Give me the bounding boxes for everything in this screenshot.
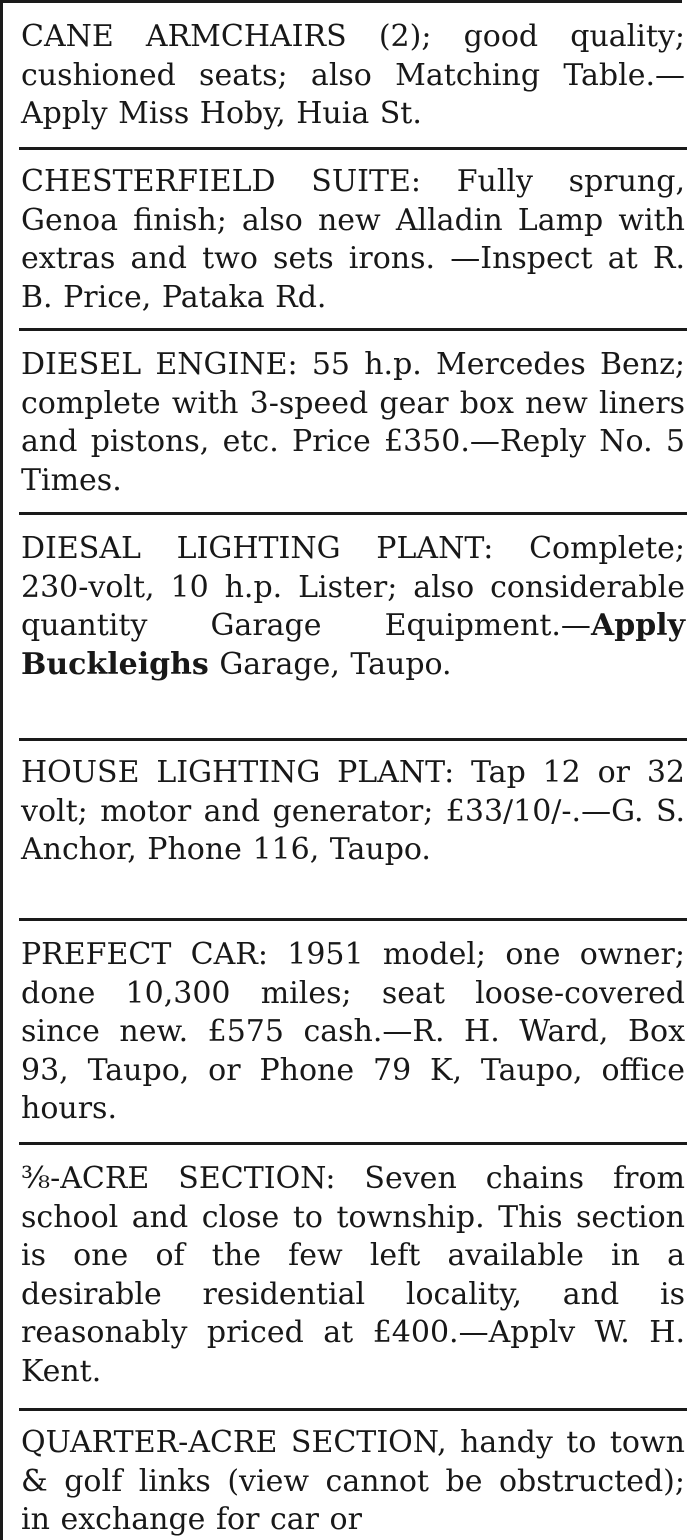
ad-text: DIESAL LIGHTING PLANT: Complete; 230-volt, 10 h.p. Lister; also considerable quantity Garage Equipment.— xyxy=(21,531,685,643)
ad-text-bold: Apply Buckleighs xyxy=(21,608,685,682)
ad-separator xyxy=(19,147,687,150)
ad-separator xyxy=(19,512,687,515)
ad-separator xyxy=(19,738,687,741)
ad-separator xyxy=(19,328,687,331)
ad-prefect-car: PREFECT CAR: 1951 model; one owner; done 10,300 miles; seat loose-covered since new. £575 cash.—R. H. Ward, Box 93, Taupo, or Phone 79 K, Taupo, office hours. xyxy=(21,937,685,1126)
ad-cane-armchairs: CANE ARMCHAIRS (2); good quality; cushioned seats; also Matching Table.—Apply Miss Hoby, Huia St. xyxy=(21,19,685,131)
ad-chesterfield-suite: CHESTERFIELD SUITE: Fully sprung, Genoa finish; also new Alladin Lamp with extras and two sets irons. —Inspect at R. B. Price, Pataka Rd. xyxy=(21,164,685,315)
ad-diesal-lighting-plant xyxy=(21,530,685,684)
ad-diesel-engine: DIESEL ENGINE: 55 h.p. Mercedes Benz; complete with 3-speed gear box new liners and pistons, etc. Price £350.—Reply No. 5 Times. xyxy=(21,347,685,498)
ad-separator xyxy=(19,1142,687,1145)
top-rule xyxy=(3,0,682,3)
ad-separator xyxy=(19,918,687,921)
ad-separator xyxy=(19,1408,687,1411)
ad-three-eighths-acre-section: ⅜-ACRE SECTION: Seven chains from school and close to township. This section is one of the few left available in a desirable residential locality, and is reasonably priced at £400.—Applv W. H. Kent. xyxy=(21,1161,685,1389)
ad-text: Garage, Taupo. xyxy=(208,646,452,682)
ad-house-lighting-plant: HOUSE LIGHTING PLANT: Tap 12 or 32 volt; motor and generator; £33/10/-.—G. S. Anchor, Phone 116, Taupo. xyxy=(21,755,685,867)
ad-quarter-acre-section: QUARTER-ACRE SECTION, handy to town & golf links (view cannot be obstructed); in exchange for car or xyxy=(21,1425,685,1537)
